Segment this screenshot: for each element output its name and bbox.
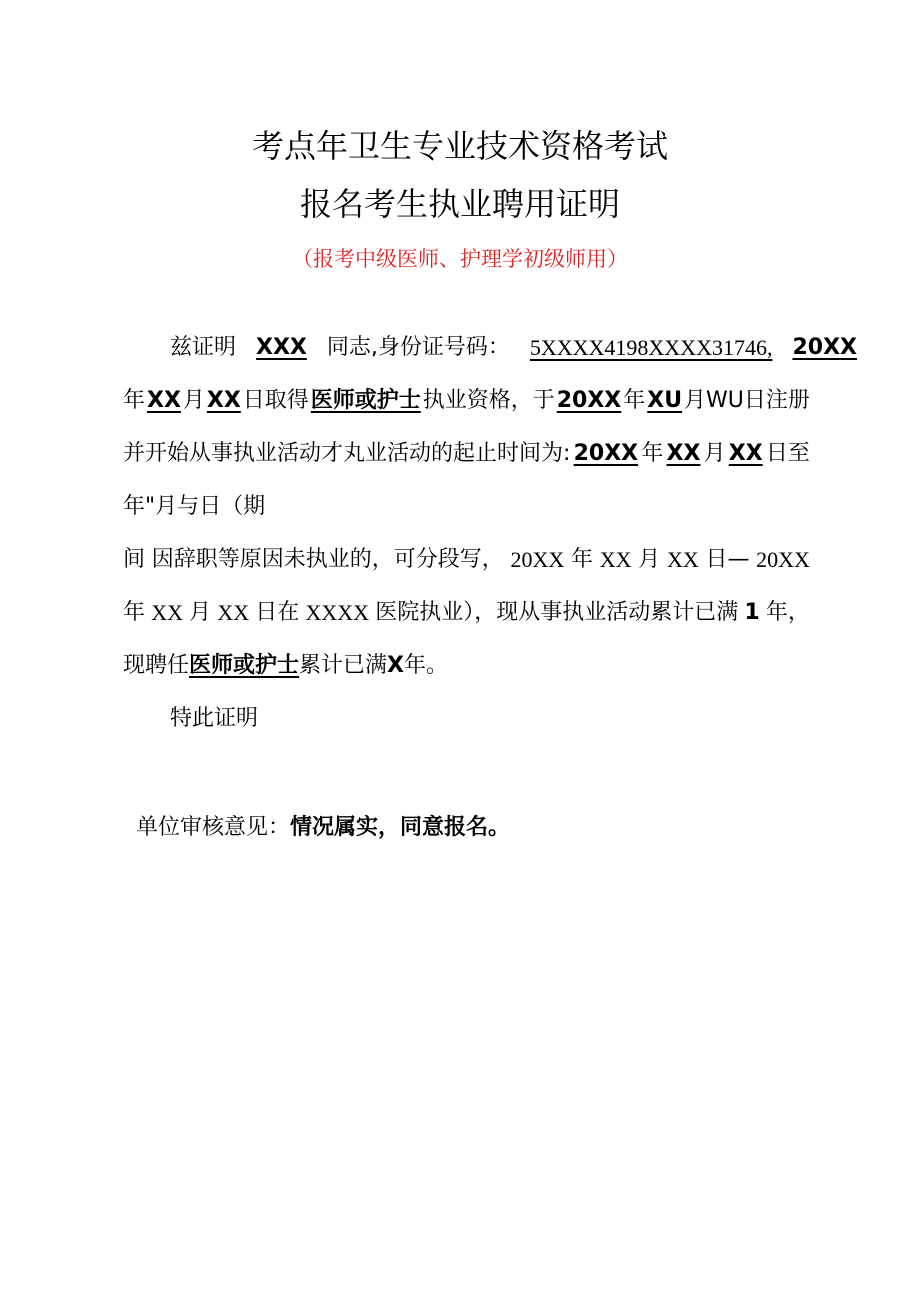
- years-count-field: 1: [744, 600, 760, 625]
- review-value: 情况属实，同意报名。: [290, 815, 511, 840]
- text-segment: 因辞职等原因未执业的，可分段写，: [151, 547, 504, 572]
- text-segment: 年: [123, 600, 146, 625]
- text-segment: 年: [623, 388, 646, 413]
- day-field: XX: [728, 441, 763, 466]
- review-label: 单位审核意见：: [136, 815, 291, 840]
- text-segment: XX: [217, 600, 250, 625]
- text-segment: 月: [189, 600, 212, 625]
- paragraph-line-4: 年"月与日（期: [123, 494, 266, 519]
- text-segment: XX: [151, 600, 183, 625]
- years-count-field: X: [387, 653, 405, 678]
- text-segment: 月WU日注册: [684, 388, 810, 413]
- qualification-field: 医师或护士: [310, 388, 421, 413]
- month-field: XU: [647, 388, 683, 413]
- text-segment: 月: [638, 547, 661, 572]
- month-field: XX: [146, 388, 181, 413]
- paragraph-line-5: [123, 545, 810, 575]
- year-field: 20XX: [556, 388, 622, 413]
- text-segment: XX: [666, 547, 699, 572]
- position-field: 医师或护士: [189, 653, 300, 678]
- text-segment: 同志,身份证号码：: [326, 335, 510, 360]
- year-field: 20XX: [792, 335, 857, 360]
- text-segment: 年。: [404, 653, 449, 678]
- document-title-line-2: 报名考生执业聘用证明: [299, 185, 620, 223]
- text-segment: 20XX: [510, 547, 565, 572]
- text-segment: XX: [599, 547, 632, 572]
- text-segment: 兹证明: [170, 335, 237, 360]
- text-segment: 月: [182, 388, 205, 413]
- text-segment: 日至: [765, 441, 810, 466]
- text-segment: 并开始从事执业活动才丸业活动的起止时间为:: [123, 441, 571, 466]
- text-segment: 间: [123, 547, 146, 572]
- text-segment: 年: [641, 441, 664, 466]
- person-name-field: XXX: [256, 335, 307, 360]
- paragraph-line-3: [123, 439, 810, 469]
- month-field: XX: [666, 441, 701, 466]
- day-field: XX: [206, 388, 241, 413]
- text-segment: 执业资格，于: [422, 388, 555, 413]
- text-segment: 日—: [705, 547, 750, 572]
- text-segment: 医院执业），现从事执业活动累计已满: [375, 600, 739, 625]
- paragraph-line-2: [123, 386, 810, 416]
- document-subtitle: （报考中级医师、护理学初级师用）: [292, 247, 628, 271]
- text-segment: XXXX: [305, 600, 370, 625]
- unit-review-opinion: [136, 813, 510, 843]
- text-segment: 年: [123, 388, 146, 413]
- paragraph-line-1: [170, 333, 857, 363]
- closing-statement: 特此证明: [170, 706, 259, 731]
- text-segment: 累计已满: [299, 653, 388, 678]
- paragraph-line-7: [123, 651, 448, 681]
- text-segment: 日在: [255, 600, 300, 625]
- paragraph-line-6: [123, 598, 810, 628]
- year-field: 20XX: [573, 441, 639, 466]
- text-segment: 现聘任: [123, 653, 190, 678]
- text-segment: 年，: [765, 600, 810, 625]
- id-number-field: 5XXXX4198XXXX31746,: [529, 335, 773, 360]
- document-title-line-1: 考点年卫生专业技术资格考试: [251, 127, 668, 165]
- text-segment: 日取得: [242, 388, 309, 413]
- text-segment: 20XX: [756, 547, 810, 572]
- text-segment: 月: [703, 441, 726, 466]
- text-segment: 年: [570, 547, 593, 572]
